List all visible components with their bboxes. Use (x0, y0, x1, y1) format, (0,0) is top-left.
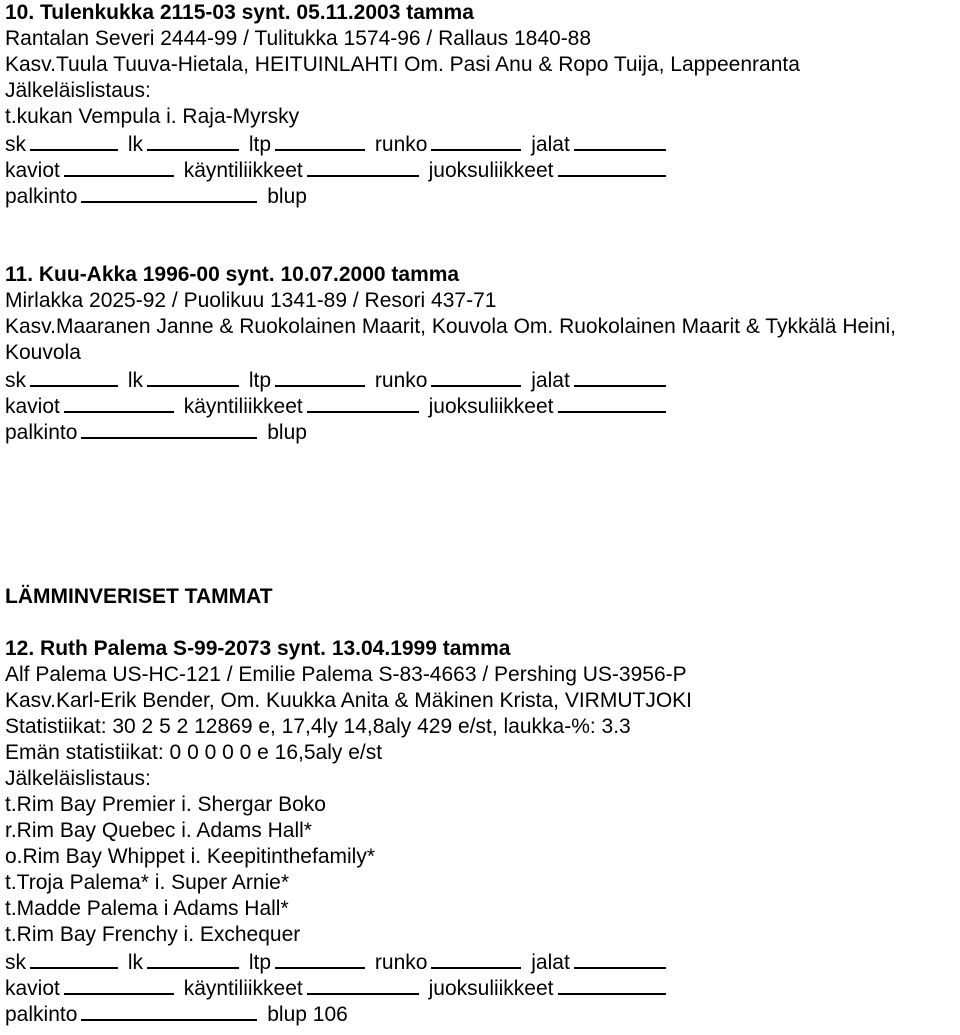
progeny-label: Jälkeläislistaus: (5, 79, 151, 102)
score-row-3 (5, 1000, 955, 1026)
sk-label: sk (5, 133, 26, 156)
ltp-label: ltp (248, 951, 272, 974)
kayntiliikkeet-blank (307, 156, 419, 177)
entry-10 (5, 0, 955, 208)
juoksuliikkeet-blank (558, 392, 666, 413)
kaviot-label: kaviot (5, 159, 60, 182)
kayntiliikkeet-label: käyntiliikkeet (183, 395, 303, 418)
entry-12 (5, 636, 955, 1026)
entry-parents: Alf Palema US-HC-121 / Emilie Palema S-83-4663 / Pershing US-3956-P (5, 663, 687, 686)
dam-stats: Emän statistiikat: 0 0 0 0 0 e 16,5aly e/st (5, 741, 383, 764)
blup-value: 106 (312, 1003, 348, 1026)
juoksuliikkeet-blank (558, 974, 666, 995)
runko-blank (431, 366, 521, 387)
lk-blank (147, 130, 239, 151)
entry-header: 11. Kuu-Akka 1996-00 synt. 10.07.2000 tamma (5, 263, 460, 286)
runko-label: runko (374, 133, 428, 156)
runko-label: runko (374, 369, 428, 392)
entry-owner: Kasv.Maaranen Janne & Ruokolainen Maarit, Kouvola Om. Ruokolainen Maarit & Tykkälä Heini, (5, 315, 897, 338)
blup-label: blup (267, 185, 307, 208)
score-row-2 (5, 156, 955, 182)
juoksuliikkeet-label: juoksuliikkeet (428, 395, 554, 418)
entry-owner: Kasv.Karl-Erik Bender, Om. Kuukka Anita & Mäkinen Krista, VIRMUTJOKI (5, 689, 693, 712)
lk-label: lk (127, 951, 144, 974)
score-row-1 (5, 948, 955, 974)
kaviot-label: kaviot (5, 977, 60, 1000)
entry-owner-cont: Kouvola (5, 341, 81, 364)
lk-blank (147, 948, 239, 969)
lk-blank (147, 366, 239, 387)
sk-blank (30, 366, 118, 387)
progeny-item: o.Rim Bay Whippet i. Keepitinthefamily* (5, 845, 375, 868)
score-row-1 (5, 130, 955, 156)
score-row-2 (5, 974, 955, 1000)
ltp-label: ltp (248, 133, 272, 156)
entry-header: 12. Ruth Palema S-99-2073 synt. 13.04.1999 tamma (5, 637, 511, 660)
palkinto-blank (81, 418, 257, 439)
score-row-3 (5, 182, 955, 208)
palkinto-label: palkinto (5, 421, 78, 444)
entry-parents: Rantalan Severi 2444-99 / Tulitukka 1574-96 / Rallaus 1840-88 (5, 27, 592, 50)
ltp-blank (275, 366, 365, 387)
entry-header: 10. Tulenkukka 2115-03 synt. 05.11.2003 tamma (5, 1, 474, 24)
blup-label: blup (267, 1003, 307, 1026)
ltp-blank (275, 948, 365, 969)
kayntiliikkeet-label: käyntiliikkeet (183, 159, 303, 182)
section-title: LÄMMINVERISET TAMMAT (5, 585, 273, 608)
palkinto-blank (81, 1000, 257, 1021)
progeny-item: t.kukan Vempula i. Raja-Myrsky (5, 105, 300, 128)
jalat-blank (574, 366, 666, 387)
score-row-1 (5, 366, 955, 392)
entry-stats: Statistiikat: 30 2 5 2 12869 e, 17,4ly 14,8aly 429 e/st, laukka-%: 3.3 (5, 715, 631, 738)
progeny-item: t.Madde Palema i Adams Hall* (5, 897, 289, 920)
progeny-item: t.Rim Bay Premier i. Shergar Boko (5, 793, 326, 816)
palkinto-label: palkinto (5, 1003, 78, 1026)
juoksuliikkeet-blank (558, 156, 666, 177)
jalat-label: jalat (531, 951, 570, 974)
sk-label: sk (5, 369, 26, 392)
jalat-label: jalat (531, 369, 570, 392)
runko-blank (431, 130, 521, 151)
sk-blank (30, 130, 118, 151)
entry-owner: Kasv.Tuula Tuuva-Hietala, HEITUINLAHTI Om. Pasi Anu & Ropo Tuija, Lappeenranta (5, 53, 800, 76)
lk-label: lk (127, 369, 144, 392)
entry-11 (5, 262, 955, 444)
ltp-label: ltp (248, 369, 272, 392)
kayntiliikkeet-label: käyntiliikkeet (183, 977, 303, 1000)
runko-label: runko (374, 951, 428, 974)
entry-parents: Mirlakka 2025-92 / Puolikuu 1341-89 / Resori 437-71 (5, 289, 497, 312)
score-row-3 (5, 418, 955, 444)
progeny-label: Jälkeläislistaus: (5, 767, 151, 790)
juoksuliikkeet-label: juoksuliikkeet (428, 977, 554, 1000)
palkinto-blank (81, 182, 257, 203)
progeny-item: t.Rim Bay Frenchy i. Exchequer (5, 923, 301, 946)
jalat-blank (574, 948, 666, 969)
document-page (5, 0, 955, 1026)
jalat-blank (574, 130, 666, 151)
jalat-label: jalat (531, 133, 570, 156)
ltp-blank (275, 130, 365, 151)
juoksuliikkeet-label: juoksuliikkeet (428, 159, 554, 182)
kaviot-blank (64, 974, 174, 995)
progeny-item: t.Troja Palema* i. Super Arnie* (5, 871, 290, 894)
sk-blank (30, 948, 118, 969)
palkinto-label: palkinto (5, 185, 78, 208)
score-row-2 (5, 392, 955, 418)
runko-blank (431, 948, 521, 969)
kaviot-blank (64, 156, 174, 177)
progeny-item: r.Rim Bay Quebec i. Adams Hall* (5, 819, 312, 842)
lk-label: lk (127, 133, 144, 156)
blup-label: blup (267, 421, 307, 444)
sk-label: sk (5, 951, 26, 974)
kaviot-label: kaviot (5, 395, 60, 418)
kayntiliikkeet-blank (307, 392, 419, 413)
kaviot-blank (64, 392, 174, 413)
kayntiliikkeet-blank (307, 974, 419, 995)
